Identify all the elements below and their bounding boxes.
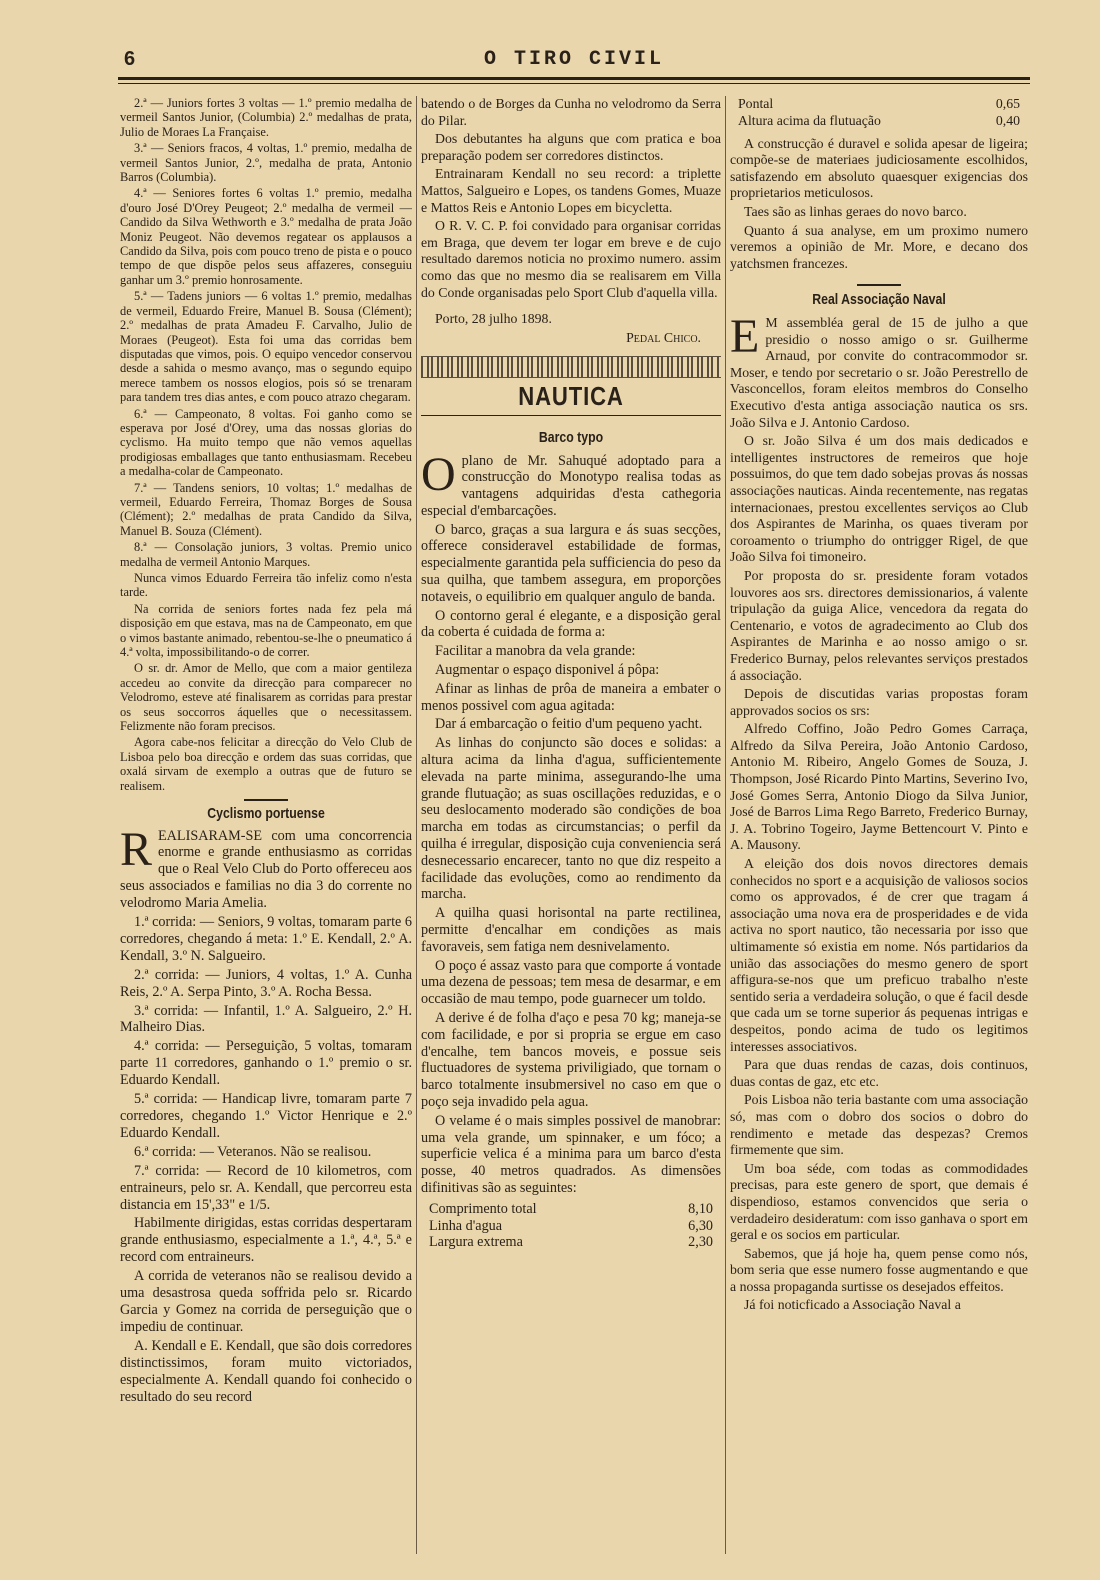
column-1: [120, 96, 412, 1566]
paragraph: 7.ª corrida: — Record de 10 kilometros, com entraineurs, pelo sr. A. Kendall, que percorreu esta distancia em 15',33" e 1/5.: [120, 1162, 412, 1213]
signature: Pedal Chico.: [626, 329, 701, 345]
dateline: Porto, 28 julho 1898.: [435, 311, 552, 327]
paragraph: Para que duas rendas de cazas, dois continuos, duas contas de gaz, etc etc.: [730, 1057, 1028, 1089]
paragraph: Sabemos, que já hoje ha, quem pense como nós, bom seria que esse numero fosse augmentando e que a nossa propaganda surtisse os desejados effeitos.: [730, 1245, 1028, 1294]
page-number: 6: [124, 48, 136, 70]
paragraph: Por proposta do sr. presidente foram votados louvores aos srs. directores demissionarios, á valente tripulação da guiga Alice, vencedora da regata do Centenario, e votos de agradecimento ao Club dos Aspirantes de Marinha e ao nosso amigo o sr. Frederico Burnay, pelos relevantes serviços prestados á associação.: [730, 567, 1028, 683]
lead-text: plano de Mr. Sahuqué adoptado para a construcção do Monotypo realisa todas as vantagens adquiridas d'esta cathegoria especial d'embarcações.: [421, 452, 721, 519]
paragraph: Um boa séde, com todas as commodidades precisas, para este genero de sport, que demais é dispendioso, estamos convencidos que seria o verdadeiro desideratum: com isso ganhava o sport em geral e os socios em particular.: [730, 1160, 1028, 1243]
section-title-nautica: NAUTICA: [518, 381, 624, 412]
lead-text: M assembléa geral de 15 de julho a que presidio o nosso amigo o sr. Guilherme Arnaud, por convite do contracommodor sr. Moser, e tendo por secretario o sr. João Perestrello de Vasconcellos, foram eleitos membros do Conselho Executivo d'esta antiga associação nautica os srs. João Silva e J. Antonio Cardoso.: [730, 315, 1028, 430]
paragraph: O sr. João Silva é um dos mais dedicados e intelligentes instructores de remeiros que hoje possuimos, do que tem dado sobejas provas ás nossas associações nauticas. Ainda recentemente, nas regatas internacionaes, prestou excellentes serviços ao Club dos Aspirantes de Marinha, os quaes tiveram por coroamento o triumpho do ontrigger Rigel, de que João Silva foi timoneiro.: [730, 433, 1028, 565]
section-separator: [857, 284, 901, 286]
newspaper-title: O TIRO CIVIL: [483, 48, 665, 71]
dimensions-table-continued: [730, 96, 1028, 130]
paragraph: O sr. dr. Amor de Mello, que com a maior gentileza accedeu ao convite da direcção para comparecer no Velodromo, esteve até finalisarem as corridas para prestar os seus soccorros áquelles que o necessitassem. Felizmente não foram precisos.: [120, 661, 412, 734]
column-2: [421, 96, 721, 1566]
article-lead: [421, 447, 721, 520]
paragraph: 4.ª corrida: — Perseguição, 5 voltas, tomaram parte 11 corredores, ganhando o 1.º premio o sr. Eduardo Kendall.: [120, 1038, 412, 1089]
dimension-value: 0,40: [995, 112, 1020, 128]
paragraph: O velame é o mais simples possivel de manobrar: uma vela grande, um spinnaker, e um fóco; a superficie velica é a minima para um barco d'esta posse, 40 metros quadrados. As dimensões difinitivas são as seguintes:: [421, 1112, 721, 1196]
paragraph: O contorno geral é elegante, e a disposição geral da coberta é cuidada de forma a:: [421, 607, 721, 641]
section-separator: [244, 799, 288, 801]
paragraph: 5.ª corrida: — Handicap livre, tomaram parte 7 corredores, chegando 1.º Victor Henrique e 2.º Eduardo Kendall.: [120, 1091, 412, 1141]
paragraph: A quilha quasi horisontal na parte rectilinea, permitte d'encalhar em condições as mais favoraveis, sem fatiga nem desnivelamento.: [421, 905, 721, 955]
article-lead: [120, 822, 412, 913]
article-lead: [730, 310, 1028, 431]
paragraph: A derive é de folha d'aço e pesa 70 kg; maneja-se com facilidade, e por si propria se ergue em caso d'encalhe, tem bancos moveis, e possue seis fluctuadores de systema priviligiado, que tornam o barco totalmente insubmersivel no caso em que o poço seja invadido pela agua.: [421, 1010, 721, 1110]
article-title-barco-typo: Barco typo: [538, 428, 604, 446]
dimensions-table: [421, 1201, 721, 1252]
paragraph: batendo o de Borges da Cunha no velodromo da Serra do Pilar.: [421, 96, 721, 128]
paragraph: Na corrida de seniors fortes nada fez pela má disposição em que estava, mas na de Campeonato, em que o vimos bastante animado, rebentou-se-lhe o pneumatico á 4.ª volta, impossibilitando-o de correr.: [120, 601, 412, 660]
paragraph: A corrida de veteranos não se realisou devido a uma desastrosa queda soffrida pelo sr. Ricardo Garcia y Gomez na corrida de perseguição que o impediu de continuar.: [120, 1268, 412, 1335]
paragraph: Depois de discutidas varias propostas foram approvados socios os srs:: [730, 686, 1028, 718]
header-rule-thin: [118, 83, 1030, 84]
table-row: [730, 113, 1028, 130]
paragraph: 2.ª — Juniors fortes 3 voltas — 1.º premio medalha de vermeil Santos Junior, (Columbia) 2.º medalhas de prata, Julio de Moraes La Française.: [120, 96, 412, 139]
lead-text: EALISARAM-SE com uma concorrencia enorme e grande enthusiasmo as corridas que o Real Velo Club do Porto offereceu aos seus associados e familias no dia 3 do corrente no velodromo Maria Amelia.: [120, 827, 412, 912]
paragraph: O R. V. C. P. foi convidado para organisar corridas em Braga, que devem ter logar em breve e de cujo resultado daremos noticia no proximo numero. assim como das que no mesmo dia se realisarem em Villa do Conde organisadas pelo Sport Club d'aquella villa.: [421, 218, 721, 300]
table-row: [421, 1234, 721, 1251]
paragraph: 8.ª — Consolação juniors, 3 voltas. Premio unico medalha de vermeil Antonio Marques.: [120, 540, 412, 569]
barco-typo-article: [421, 447, 721, 1252]
paragraph: A eleição dos dois novos directores demais conhecidos no sport e a acquisição de valiosos socios como os approvados, é de crer que tragam á associação uma nova era de prosperidades e de vida activa no sport nautico, tão necessaria por isso que ultimamente só existia em nome. Nós partidarios da união das associações do mesmo genero de sport affigura-se-nos que um preficuo trabalho n'este sentido seria a verdadeira solução, o que é facil desde que cada um se torne superior ás pequenas intrigas e despeitos, pondo acima de tudo os legitimos interesses associativos.: [730, 856, 1028, 1054]
drop-cap: O: [421, 447, 456, 501]
ornamental-border: [421, 356, 721, 378]
paragraph: Agora cabe-nos felicitar a direcção do Velo Club de Lisboa pelo boa direcção e ordem das suas corridas, que oxalá sirvam de exemplo a outras que de futuro se realisem.: [120, 735, 412, 793]
cyclismo-portuense-article: [120, 822, 412, 1406]
paragraph: Afinar as linhas de prôa de maneira a embater o menos possivel com agua agitada:: [421, 680, 721, 714]
paragraph: 2.ª corrida: — Juniors, 4 voltas, 1.º A. Cunha Reis, 2.º A. Serpa Pinto, 3.º A. Rocha Bessa.: [120, 966, 412, 1000]
paragraph: Dos debutantes ha alguns que com pratica e boa preparação podem ser corredores distinctos.: [421, 131, 721, 163]
paragraph: Nunca vimos Eduardo Ferreira tão infeliz como n'esta tarde.: [120, 571, 412, 600]
paragraph: 5.ª — Tadens juniors — 6 voltas 1.º premio, medalhas de vermeil, Eduardo Freire, Manuel B. Sousa (Clément); 2.º medalhas de prata Amadeu F. Carvalho, Julio de Moraes (Peugeot). Esta foi uma das corridas bem disputadas que vimos, pois. O equipo vencedor conservou desde a sahida o mesmo avanço, mas o segundo equipo merece tambem os nossos elogios, pois só se trenaram para tandem tres dias antes, e com pouco atrazo chegaram.: [120, 289, 412, 405]
table-row: [730, 96, 1028, 113]
paragraph: Dar á embarcação o feitio d'um pequeno yacht.: [435, 716, 703, 733]
column-divider-1: [416, 96, 417, 1554]
table-row: [421, 1218, 721, 1235]
drop-cap: R: [120, 822, 153, 876]
column-3: [730, 96, 1028, 1566]
paragraph: 6.ª corrida: — Veteranos. Não se realisou.: [134, 1143, 372, 1160]
dimension-value: 2,30: [688, 1234, 713, 1251]
paragraph: As linhas do conjuncto são doces e solidas: a altura acima da linha d'agua, sufficientemente elevada na parte minima, assegurando-lhe uma grande flutuação; as suas oscillações reduzidas, e o seu deslocamento moderado são condições de boa marcha em todas as circumstancias; o perfil da quilha é irregular, disposição cuja conveniencia será desnecessario encarecer, tanto no que diz respeito a facilidade das evoluções, como ao rendimento da marcha.: [421, 735, 721, 903]
paragraph: A. Kendall e E. Kendall, que são dois corredores distinctissimos, foram muito victoriados, especialmente A. Kendall quando foi conhecido o resultado do seu record: [120, 1337, 412, 1405]
dimension-label: Pontal: [738, 96, 774, 111]
table-row: [421, 1201, 721, 1218]
paragraph: Alfredo Coffino, João Pedro Gomes Carraça, Alfredo da Silva Pereira, João Antonio Cardoso, Antonio M. Ribeiro, Angelo Gomes de Souza, J. Thompson, José Ricardo Pinto Martins, Severino Ivo, José Gomes Serra, Antonio Diogo da Silva Junior, José de Barros Lima Rego Barreto, Frederico Burnay, J. A. Tobrino Togeiro, Jayme Bettencourt V. Pinto e A. Mausony.: [730, 721, 1028, 853]
dimension-label: Largura extrema: [429, 1234, 523, 1251]
paragraph: Quanto á sua analyse, em um proximo numero veremos a opinião de Mr. More, e decano dos yatchsmen francezes.: [730, 222, 1028, 271]
paragraph: A construcção é duravel e solida apesar de ligeira; compõe-se de materiaes judiciosamente escolhidos, satisfazendo em absoluto quaesquer exigencias dos proprietarios meticulosos.: [730, 135, 1028, 201]
paragraph: 3.ª corrida: — Infantil, 1.º A. Salgueiro, 2.º H. Malheiro Dias.: [120, 1002, 412, 1036]
dimension-value: 8,10: [688, 1200, 713, 1217]
paragraph: 3.ª — Seniors fracos, 4 voltas, 1.º premio, medalha de vermeil Santos Junior, 2.º, medalha de prata, Antonio Barros (Columbia).: [120, 141, 412, 185]
title-underline: [421, 415, 721, 416]
paragraph: 6.ª — Campeonato, 8 voltas. Foi ganho como se esperava por José d'Orey, uma das nossas glorias do cyclismo. Ha muito tempo que não vemos aquellas prodigiosas emballages que tanto enthusiasmam. Recebeu a medalha-colar de Campeonato.: [120, 406, 412, 479]
dimension-label: Linha d'agua: [429, 1217, 503, 1234]
page-header: [118, 48, 1030, 74]
dimension-value: 0,65: [995, 96, 1020, 111]
column-divider-2: [725, 96, 726, 1554]
section-title-cyclismo-portuense: Cyclismo portuense: [207, 805, 325, 823]
paragraph: O poço é assaz vasto para que comporte á vontade uma dezena de pessoas; tem mesa de desarmar, e em occasião de mau tempo, pode guarnecer um toldo.: [421, 957, 721, 1008]
paragraph: 1.ª corrida: — Seniors, 9 voltas, tomaram parte 6 corredores, chegando á meta: 1.º E. Kendall, 2.º A. Kendall, 3.º N. Salgueiro.: [120, 914, 412, 964]
dimension-label: Altura acima da flutuação: [738, 112, 881, 128]
paragraph: Augmentar o espaço disponivel á pôpa:: [435, 662, 660, 679]
paragraph: 4.ª — Seniores fortes 6 voltas 1.º premio, medalha d'ouro José D'Orey Peugeot; 2.º medalha de vermeil — Candido da Silva Wethworth e 3.º medalha de prata João Moniz Peugeot. Não devemos regatear os applausos a Candido da Silva, pois com pouco treno de pista e o pouco tempo de que dispõe pelos seus affazeres, conseguiu ganhar um 3.º premio honrosamente.: [120, 186, 412, 287]
paragraph: Habilmente dirigidas, estas corridas despertaram grande enthusiasmo, especialmente a 1.ª, 4.ª, 5.ª e record com entraineurs.: [120, 1215, 412, 1266]
paragraph: Taes são as linhas geraes do novo barco.: [744, 204, 967, 220]
section-title-real-associacao-naval: Real Associação Naval: [812, 291, 946, 309]
paragraph: Pois Lisboa não teria bastante com uma associação só, mas com o dobro dos socios o dobro do rendimento e metade das despezas? Cremos firmemente que sim.: [730, 1092, 1028, 1158]
paragraph: O barco, graças a sua largura e ás suas secções, offerece consideravel estabilidade de formas, especialmente garantida pela sufficiencia do peso da sua quilha, que tambem assegura, em proporções notaveis, o equilibrio em qualquer angulo de banda.: [421, 521, 721, 605]
paragraph: 7.ª — Tandens seniors, 10 voltas; 1.º medalhas de vermeil, Eduardo Ferreira, Thomaz Borges de Sousa (Clément); 2.º medalhas de prata Candido da Silva, Manuel B. Souza (Clément).: [120, 480, 412, 538]
dimension-label: Comprimento total: [429, 1200, 537, 1217]
paragraph: Facilitar a manobra da vela grande:: [435, 643, 636, 660]
header-rule-thick: [118, 77, 1030, 80]
paragraph: Entrainaram Kendall no seu record: a triplette Mattos, Salgueiro e Lopes, os tandens Gomes, Muaze e Mattos Reis e Antonio Lopes em bicycletta.: [421, 166, 721, 215]
dimension-value: 6,30: [688, 1217, 713, 1234]
paragraph: Já foi noticficado a Associação Naval a: [744, 1297, 961, 1313]
drop-cap: E: [730, 310, 760, 364]
